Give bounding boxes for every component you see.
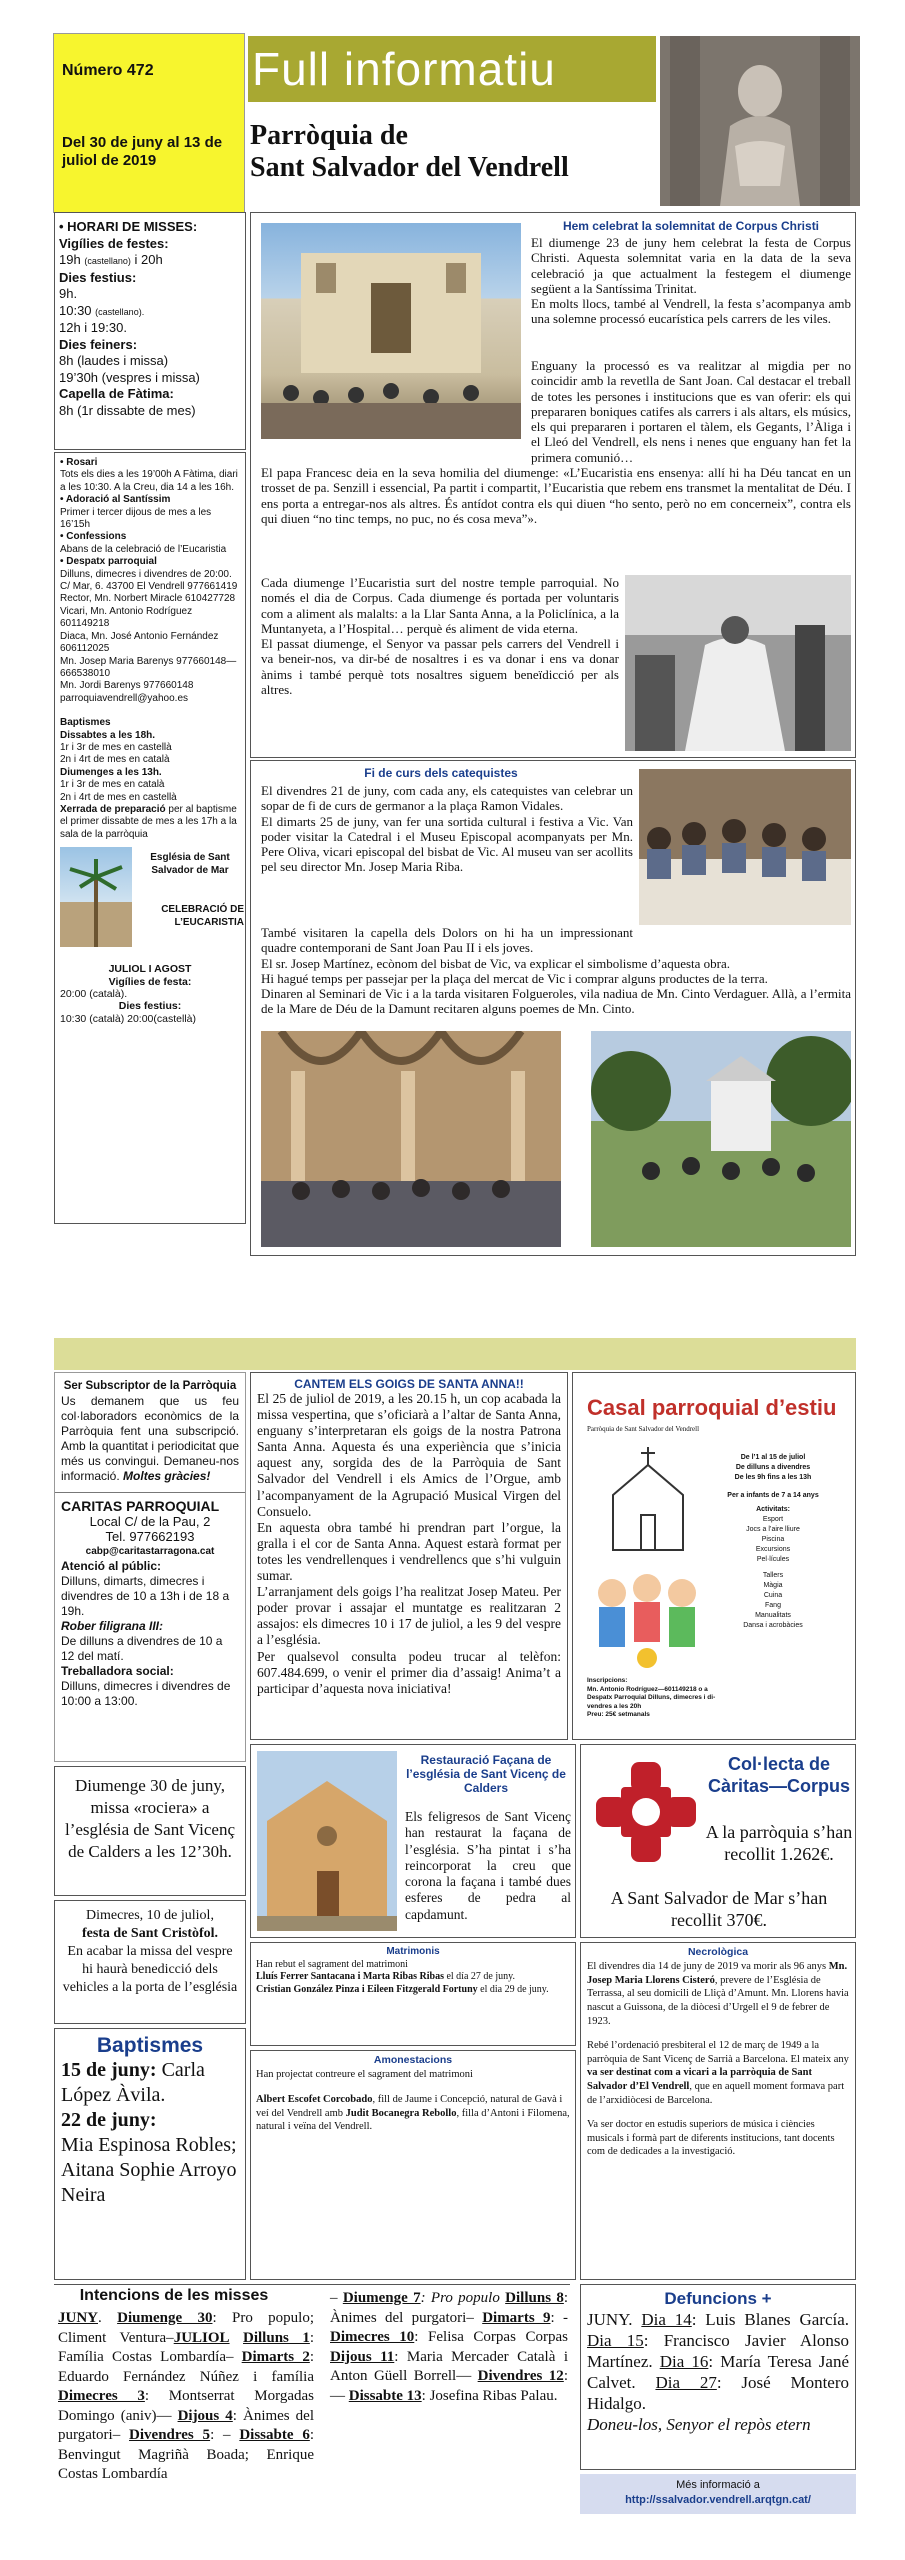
catequistes-p2: El dimarts 25 de juny, van fer una sortida cultural i festiva a Vic. Van poder visitar la Catedral i el Museu Episcopal acompanyats per Mn. Pere Oliva, vicari episcopal del bisbat de Vic. Al museu van ser acollits pel seu director Mn. Josep Maria Riba.	[261, 813, 633, 875]
capella-time: 8h (1r dissabte de mes)	[59, 402, 196, 418]
bapt-line-5: 1r i 3r de mes en català	[60, 779, 165, 791]
confessions-text: Abans de la celebració de l’Eucaristia	[60, 543, 227, 555]
intencions-section: Intencions de les misses JUNY. Diumenge 30: Pro populo; Climent Ventura–JULIOL Dilluns 1: Família Costas Lombardía– Dimarts 2: Eduardo Fernández Núñez i família Dimecres 3: Montserrat Morgadas Domingo (aniv)— Dijous 4: Ànimes del purgatori– Divendres 5: – Dissabte 6: Benvingut Magriñà Boada; Enrique Costas Lombardía – Diumenge 7: Pro populo Dilluns 8: Ànimes del purgatori– Dimarts 9: - Dimecres 10: Felisa Corpas Corpas Dijous 11: Maria Mercader Català i Anton Güell Borrell— Divendres 12: — Dissabte 13: Josefina Ribas Palau.	[54, 2284, 570, 2514]
cristofol-box	[54, 1900, 246, 2024]
necrologica-p3: Va ser doctor en estudis superiors de música i ciències musicals i formà part de diferents institucions, tant docents com de dedicades a la investigació.	[587, 2118, 835, 2158]
rosari-text: Tots els dies a les 19’00h A Fàtima, diari a les 10:30. A la Creu, dia 14 a les 16h.	[60, 469, 238, 493]
festius-time-1: 9h.	[59, 286, 78, 301]
subscriptor-box	[54, 1372, 246, 1762]
cristofol-text: En acabar la missa del vespre hi haurà benedicció dels vehicles a la porta de l’església	[62, 1944, 238, 1995]
smar-months: JULIOL I AGOST	[108, 963, 192, 976]
subscriptor-text: Us demanem que us feu col·laboradors econòmics de la Parròquia fent una subscripció. Amb la quantitat i periodicitat que més us convingui. Demaneu-nos informació.	[61, 1394, 239, 1483]
issue-dates: Del 30 de juny al 13 de juliol de 2019	[62, 134, 223, 169]
statue-photo	[660, 36, 860, 206]
casal-inscr-2: Mn. Antonio Rodríguez—601149218 o a	[587, 1685, 708, 1693]
casal-act: Pel·lícules	[756, 1556, 790, 1563]
intencio-day: Dimarts 9	[482, 2309, 551, 2326]
caritas-email[interactable]: cabp@caritastarragona.cat	[85, 1546, 215, 1557]
intencio-day: Divendres 12	[477, 2368, 564, 2384]
schedule-title: HORARI DE MISSES:	[67, 219, 198, 234]
goigs-p1: El 25 de juliol de 2019, a les 20.15 h, un cop acabada la missa vespertina, que s’oficiarà a l’altar de Santa Anna, enguany s’interpretaran els goigs de la nostra Patrona Santa Anna. Aquesta és una experiència que s’inicia aquest any, sorgida des de la Parròquia de Sant Salvador del Vendrell i els Amics de l’Orgue, amb l’acompanyament de la Agrupació Musical Virgen del Consuelo.	[257, 1391, 561, 1519]
corpus-p2: En molts llocs, també al Vendrell, la festa s’acompanya amb una solemne processó eucarística pels carrers de les viles.	[531, 296, 851, 327]
defuncions-month: JUNY	[587, 2310, 629, 2329]
casal-act: Esport	[762, 1516, 784, 1523]
intencio-text: : Ànimes del purgatori–	[58, 2407, 315, 2443]
cloister-photo	[261, 1031, 561, 1247]
parish-name	[250, 120, 660, 184]
casal-subtitle: Parròquia de Sant Salvador del Vendrell	[587, 1425, 700, 1433]
feiners-time-2: 19’30h (vespres i missa)	[59, 369, 200, 385]
cristofol-date: Dimecres, 10 de juliol,	[86, 1908, 214, 1923]
calders-church-photo	[257, 1751, 397, 1931]
amonestacions-box	[250, 2050, 576, 2280]
intencio-day: Dijous 11	[330, 2348, 395, 2365]
casal-act: Fang	[765, 1602, 781, 1609]
casal-box	[572, 1372, 856, 1740]
catequistes-article	[250, 760, 856, 1256]
subscriptor-thanks: Moltes gràcies!	[123, 1469, 211, 1483]
diaca-contact: Diaca, Mn. José Antonio Fernández 606112025	[60, 630, 219, 655]
intencio-text: : —	[330, 2368, 568, 2404]
intencio-text: : Felisa Corpas Corpas	[414, 2329, 568, 2345]
matrimoni-date-2: el dia 29 de juny.	[480, 1983, 549, 1995]
parish-line-2: Sant Salvador del Vendrell	[250, 152, 569, 183]
rosari-title: Rosari	[66, 457, 98, 468]
casal-act: Manualitats	[755, 1612, 791, 1619]
calders-box	[250, 1744, 576, 1938]
defuncions-title: Defuncions +	[664, 2289, 772, 2308]
bapt-date-1: 15 de juny:	[61, 2059, 157, 2081]
church-drawing	[593, 1445, 703, 1555]
footer-more: Més informació a	[676, 2479, 760, 2491]
atencio-label: Atenció al públic:	[61, 1559, 162, 1573]
corpus-p3: Enguany la processó es va realitzar al migdia per no coincidir amb la revetlla de Sant Joan. Cal destacar el treball de totes les persones i institucions que es van oferir: els qui prepararen boniques catifes als carrers i als altars, els músics, els qui prepararen i portaren el tàlem, els Gegants, l’Àliga i el Lleó del Vendrell, els nens i nenes que enguany han fet la primera comunió…	[531, 358, 851, 465]
intencio-text: : Montserrat Morgadas Domingo (aniv)—	[58, 2388, 314, 2424]
casal-inscr-4: vendres a les 20h	[587, 1702, 642, 1710]
intencio-day: Dilluns 1	[243, 2329, 310, 2346]
atencio-text: Dilluns, dimarts, dimecres i divendres de 10 a 13h i de 18 a 19h.	[61, 1574, 230, 1618]
casal-inscr-3: Despatx Parroquial Dilluns, dimecres i di-	[587, 1694, 716, 1701]
goigs-title: CANTEM ELS GOIGS DE SANTA ANNA!!	[294, 1377, 524, 1391]
casal-ages: Per a infants de 7 a 14 anys	[727, 1492, 819, 1499]
vigilies-time-b: i 20h	[134, 252, 163, 267]
bapt-line-6: 2n i 4rt de mes en castellà	[60, 791, 177, 803]
title-band	[248, 36, 656, 102]
defuncio-day: Dia 14	[641, 2310, 692, 2329]
catequistes-title: Fi de curs dels catequistes	[364, 766, 518, 780]
casal-act: Jocs a l’aire lliure	[746, 1526, 800, 1533]
feiners-time-1: 8h (laudes i missa)	[59, 353, 169, 368]
corpus-p5: Cada diumenge l’Eucaristia surt del nostre temple parroquial. No només el dia de Corpus. Cada diumenge és portada per voluntaris com a aliment als malalts: a la Llar Santa Anna, a la Policlínica, a la Muntanyeta, a l’Hospital… perquè és aliment de vida eterna.	[261, 575, 619, 636]
casal-act: Piscina	[761, 1536, 785, 1543]
goigs-box	[250, 1372, 568, 1740]
rociera-box	[54, 1766, 246, 1896]
casal-inscr-1: Inscripcions:	[587, 1677, 628, 1684]
hermitage-photo	[591, 1031, 851, 1247]
rector-contact: Rector, Mn. Norbert Miracle 610427728	[60, 593, 236, 605]
intencio-day: Divendres 5	[129, 2427, 211, 2443]
necrologica-box	[580, 1942, 856, 2280]
catequistes-p3: També visitaren la capella dels Dolors on hi ha un impressionant quadre contemporani de Sant Joan Pau II i els joves.	[261, 925, 633, 956]
priest-photo	[625, 575, 851, 751]
casal-dates-2: De dilluns a divendres	[735, 1464, 811, 1471]
casal-dates-1: De l’1 al 15 de juliol	[740, 1454, 806, 1461]
josep-contact: Mn. Josep Maria Barenys 977660148—666538010	[60, 655, 237, 679]
amonestacio-text-1: , fill de Jaume i Concepció, natural de Gavà i veí del Vendrell amb	[256, 2094, 563, 2119]
bapt-names-2: Mia Espinosa Robles; Aitana Sophie Arroyo Neira	[61, 2134, 237, 2206]
casal-act: Excursions	[755, 1546, 791, 1553]
issue-box	[53, 33, 245, 213]
festius-time-3: 12h i 19:30.	[59, 320, 127, 335]
necrologica-p2a: Rebé l’ordenació presbiteral el 12 de març de 1949 a la parròquia de Sant Vicenç de Sarrià a Barcelona. El mateix any	[587, 2039, 849, 2065]
footer-url[interactable]: http://ssalvador.vendrell.arqtgn.cat/	[625, 2494, 811, 2506]
jordi-contact: Mn. Jordi Barenys 977660148	[60, 680, 194, 692]
intencio-day: Dissabte 6	[239, 2427, 310, 2443]
festius-label: Dies festius:	[59, 269, 137, 285]
casal-dates-3: De les 9h fins a les 13h	[734, 1474, 812, 1481]
subscriptor-title: Ser Subscriptor de la Parròquia	[63, 1380, 237, 1392]
intencio-day: Diumenge 7	[342, 2290, 421, 2306]
rociera-text: Diumenge 30 de juny, missa «rociera» a l’església de Sant Vicenç de Calders a les 12’30h.	[64, 1776, 236, 1861]
smar-celebracio: CELEBRACIÓ DE L’EUCARISTIA	[161, 904, 244, 929]
intencio-text: : -	[550, 2309, 568, 2326]
treballadora-text: Dilluns, dimecres i divendres de 10:00 a 13:00.	[61, 1679, 231, 1708]
caritas-cross-icon	[591, 1757, 701, 1867]
defuncions-box: Defuncions + JUNY. Dia 14: Luis Blanes García. Dia 15: Francisco Javier Alonso Martínez. Dia 16: María Teresa Jané Calvet. Dia 27: José Montero Hidalgo. Doneu-los, Senyor el repòs etern	[580, 2284, 856, 2470]
feiners-label: Dies feiners:	[59, 336, 138, 352]
intencio-month: JULIOL	[173, 2329, 230, 2346]
catequistes-p5: Hi hagué temps per passejar per la plaça del mercat de Vic i comprar alguns productes de la terra.	[261, 970, 768, 986]
intencio-text: : Família Costas Lombardía–	[58, 2329, 315, 2365]
caritas-collection-line2: A Sant Salvador de Mar s’han recollit 370€.	[610, 1888, 828, 1930]
page2-band	[54, 1338, 856, 1370]
corpus-p6: El passat diumenge, el Senyor va passar pels carrers del Vendrell i va beneir-nos, va dir-bé de nosaltres i es va donar i ens va donar ànims i també perquè tots nosaltres siguem beneïdicció per als altres.	[261, 636, 619, 698]
capella-label: Capella de Fàtima:	[59, 386, 174, 401]
caritas-collection-line1: A la parròquia s’han recollit 1.262€.	[705, 1822, 853, 1864]
casal-act: Cuina	[763, 1592, 783, 1599]
amonestacio-name-1: Albert Escofet Corcobado	[256, 2094, 373, 2105]
vigilies-note: (castellano)	[84, 256, 131, 266]
intencio-text: : Eduardo Fernández Núñez i família	[58, 2349, 314, 2385]
dinner-photo	[639, 769, 851, 925]
amonestacions-intro: Han projectat contreure el sagrament del matrimoni	[256, 2068, 473, 2080]
matrimoni-couple-2: Cristian González Pinza i Eileen Fitzgerald Fortuny	[256, 1983, 478, 1995]
corpus-p4: El papa Francesc deia en la seva homilia del diumenge: «L’Eucaristia ens ensenya: allí hi ha Déu tancat en un trosset de pa. Senzill i essencial, Pa partit i compartit, l’Eucaristia que rebem ens transmet la mentalitat de Déu. I ens porta a entregar-nos als altres. És antídot contra els qui diuen “ho sento, però no em concerneix”, contra els qui diuen “no tinc temps, no puc, no és cosa meva”».	[261, 465, 851, 526]
catequistes-p6: Dinaren al Seminari de Vic i a la tarda visitaren Folgueroles, vila nadiua de Mn. Cinto Verdaguer. Allà, a l’ermita de la Mare de Déu de la Damunt recitaren alguns poemes de Mn. Cinto.	[261, 986, 851, 1017]
intencions-title: Intencions de les misses	[79, 2287, 269, 2304]
casal-title: Casal parroquial d’estiu	[587, 1395, 837, 1420]
parish-services: • Rosari Tots els dies a les 19’00h A Fàtima, diari a les 10:30. A la Creu, dia 14 a les 16h. • Adoració al Santíssim Primer i tercer dijous de mes a les 16’15h • Confessions Abans de la celebració de l’Eucaristia • Despatx parroquial Dilluns, dimecres i divendres de 20:00. C/ Mar, 6. 43700 El Vendrell 977661419 Rector, Mn. Norbert Miracle 610427728 Vicari, Mn. Antonio Rodríguez 601149218 Diaca, Mn. José Antonio Fernández 606112025 Mn. Josep Maria Barenys 977660148—666538010 Mn. Jordi Barenys 977660148 parroquiavendrell@yahoo.es Baptismes Dissabtes a les 18h. 1r i 3r de mes en castellà 2n i 4rt de mes en català Diumenges a les 13h. 1r i 3r de mes en català 2n i 4rt de mes en castellà Xerrada de preparació per al baptisme el primer dissabte de mes a les 17h a la sala de la parròquia Església de Sant Salvador de Mar CELEBRACIÓ DE L’EUCARISTIA JULIOL I AGOST Vigílies de festa: 20:00 (català). Dies festius: 10:30 (català) 20:00(castellà)	[54, 452, 246, 1224]
defuncio-name: : María Teresa Jané Calvet.	[587, 2352, 850, 2392]
calders-title: Restauració Façana de l’església de Sant Vicenç de Calders	[406, 1753, 566, 1795]
caritas-tel: Tel. 977662193	[105, 1529, 195, 1544]
intencio-text: : –	[210, 2427, 240, 2443]
intencio-day: Dimarts 2	[241, 2349, 310, 2365]
intencio-day: Diumenge 30	[117, 2310, 213, 2326]
caritas-title: CARITAS PARROQUIAL	[61, 1498, 220, 1514]
parish-address: C/ Mar, 6. 43700 El Vendrell 977661419	[60, 581, 238, 593]
smar-title: Església de Sant Salvador de Mar	[150, 852, 230, 877]
matrimoni-date-1: el día 27 de juny.	[446, 1971, 515, 1982]
treballadora-label: Treballadora social:	[61, 1664, 174, 1678]
kids-drawing	[587, 1563, 707, 1673]
necrologica-p2c: , que en aquell moment formava part de l’arxidiòcesi de Barcelona.	[587, 2081, 845, 2106]
festius-time-2: 10:30	[59, 302, 92, 318]
parish-line-1: Parròquia de	[250, 120, 408, 151]
smar-festius: Dies festius:	[118, 1000, 182, 1013]
palm-photo	[60, 847, 132, 947]
matrimonis-intro: Han rebut el sagrament del matrimoni	[256, 1958, 408, 1970]
adoracio-title: Adoració al Santíssim	[65, 494, 171, 506]
intencio-month: JUNY	[58, 2310, 98, 2326]
parish-email[interactable]: parroquiavendrell@yahoo.es	[60, 692, 189, 704]
confessions-title: Confessions	[66, 531, 127, 543]
casal-act: Tallers	[762, 1572, 784, 1579]
issue-number: Número 472	[62, 62, 154, 79]
defuncio-day: Dia 27	[655, 2373, 717, 2392]
vigilies-label: Vigílies de festes:	[59, 235, 169, 251]
baptismes-title: Baptismes	[60, 717, 111, 729]
necrologica-name: Mn. Josep Maria Llorens Cisteró	[587, 1960, 848, 1986]
goigs-p2: En aquesta obra també hi prendran part l’orgue, la gralla i el cor de Santa Anna. Aquest estarà format per totes les vendrellenques i vendrellencs que s’hi vulguin sumar.	[257, 1519, 561, 1584]
goigs-p4: Per qualsevol consulta podeu trucar al telèfon: 607.484.699, o venir el primer dia d’assaig! Anima’t a participar d’aquesta nova iniciativa!	[257, 1648, 561, 1696]
catequistes-p1: El divendres 21 de juny, com cada any, els catequistes van celebrar un sopar de fi de curs de germanor a la plaça Ramon Vidales.	[261, 783, 633, 814]
festius-note: (castellano).	[95, 306, 145, 317]
xerrada-title: Xerrada de preparació	[60, 803, 166, 815]
matrimonis-box	[250, 1942, 576, 2046]
corpus-article	[250, 212, 856, 758]
intencio-day: Dimecres 10	[330, 2329, 415, 2345]
defuncio-day: Dia 16	[659, 2352, 709, 2371]
bapt-line-4: Diumenges a les 13h.	[60, 766, 162, 778]
footer-info	[580, 2474, 856, 2514]
intencio-text: : Maria Mercader Català i Anton Güell Borrell—	[330, 2348, 568, 2384]
adoracio-text: Primer i tercer dijous de mes a les 16’15h	[60, 506, 212, 531]
smar-festius-time: 10:30 (català) 20:00(castellà)	[60, 1012, 196, 1025]
rober-label: Rober filigrana III:	[61, 1619, 164, 1633]
catequistes-p4: El sr. Josep Martínez, ecònom del bisbat de Vic, va explicar el simbolisme d’aquesta obra.	[261, 955, 731, 971]
calders-text: Els feligresos de Sant Vicenç han restaurat la façana de l’església. S’ha pintat i s’ha reincorporat la creu que corona la façana i també dues esferes de pedra al capdamunt.	[405, 1809, 571, 1922]
bapt-line-1: Dissabtes a les 18h.	[60, 729, 156, 741]
defuncio-name: : José Montero Hidalgo.	[587, 2373, 850, 2413]
intencio-day: Dimecres 3	[58, 2388, 145, 2404]
smar-vigilies-time: 20:00 (català).	[60, 988, 128, 1000]
caritas-collection-box	[580, 1744, 856, 1938]
amonestacio-name-2: Judit Bocanegra Rebollo	[345, 2107, 457, 2119]
bulletin-title: Full informatiu	[252, 43, 556, 95]
casal-act: Dansa i acrobàcies	[743, 1622, 803, 1629]
amonestacions-title: Amonestacions	[373, 2054, 453, 2066]
defuncio-name: : Luis Blanes García.	[691, 2310, 850, 2329]
despatx-title: Despatx parroquial	[66, 556, 157, 568]
matrimoni-couple-1: Lluís Ferrer Santacana i Marta Ribas Ribas	[256, 1971, 444, 1982]
caritas-address: Local C/ de la Pau, 2	[89, 1514, 211, 1529]
casal-acts-title: Activitats:	[756, 1506, 790, 1513]
xerrada-text: per al baptisme el primer dissabte de mes a les 17h a la sala de la parròquia	[60, 803, 237, 840]
matrimonis-title: Matrimonis	[386, 1946, 440, 1957]
bapt-names-1: Carla López Àvila.	[61, 2059, 205, 2106]
rober-text: De dilluns a divendres de 10 a 12 del matí.	[61, 1634, 223, 1663]
intencio-day: Dijous 4	[177, 2407, 233, 2424]
amonestacio-text-2: , filla d’Antoni i Filomena, natural i veïna del Vendrell.	[256, 2107, 570, 2132]
necrologica-p1c: , prevere de l’Església de Terrassa, al seu domicili de Lliçà d’Amunt. Mn. Llorens havia nascut a Guissona, de la diòcesi d’Urgell el 9 de febrer de 1923.	[587, 1974, 849, 2027]
vicari-contact: Vicari, Mn. Antonio Rodríguez 601149218	[60, 605, 193, 630]
casal-inscr-5: Preu: 25€ setmanals	[587, 1711, 650, 1718]
necrologica-p2b: va ser destinat com a vicari a la parròquia de Sant Salvador d’El Vendrell	[587, 2067, 812, 2093]
defuncio-name: : Francisco Javier Alonso Martínez.	[587, 2331, 849, 2371]
caritas-collection-title: Col·lecta de Càritas—Corpus	[707, 1754, 851, 1796]
baptismes-heading: Baptismes	[96, 2034, 204, 2057]
intencio-day: Dilluns 8	[505, 2290, 564, 2306]
intencio-text: : Pro populo	[420, 2290, 506, 2306]
defuncions-closing: Doneu-los, Senyor el repòs etern	[587, 2415, 811, 2434]
bapt-line-2: 1r i 3r de mes en castellà	[60, 741, 172, 753]
intencio-text: : Josefina Ribas Palau.	[421, 2387, 558, 2404]
baptismes-box	[54, 2028, 246, 2280]
intencio-text: : Pro populo; Climent Ventura–	[58, 2310, 315, 2346]
intencio-text: : Benvingut Magriñà Boada; Enrique Costas Lombardía	[58, 2427, 314, 2482]
cristofol-title: festa de Sant Cristòfol.	[81, 1926, 219, 1941]
despatx-text: Dilluns, dimecres i divendres de 20:00.	[60, 568, 232, 580]
goigs-p3: L’arranjament dels goigs l’ha realitzat Josep Mateu. Per poder provar i assajar el muntatge es realitzaran 2 assajos: els dimecres 10 i 17 de juliol, a les 9 del vespre a l’església.	[257, 1584, 561, 1648]
mass-schedule: • HORARI DE MISSES: Vigílies de festes: 19h (castellano) i 20h Dies festius: 9h. 10:30 (castellano). 12h i 19:30. Dies feiners: 8h (laudes i missa) 19’30h (vespres i missa) Capella de Fàtima: 8h (1r dissabte de mes)	[54, 212, 246, 450]
bapt-date-2: 22 de juny:	[61, 2109, 157, 2131]
vigilies-time-a: 19h	[59, 252, 81, 267]
corpus-p1: El diumenge 23 de juny hem celebrat la festa de Corpus Christi. Aquesta solemnitat varia en la data de la seva celebració ja que actualment la festegem el diumenge següent a la Santíssima Trinitat.	[531, 235, 851, 296]
defuncio-day: Dia 15	[587, 2331, 644, 2350]
smar-vigilies: Vigílies de festa:	[108, 975, 192, 988]
necrologica-p1a: El divendres dia 14 de juny de 2019 va morir als 96 anys	[587, 1960, 827, 1972]
necrologica-title: Necrològica	[687, 1946, 749, 1958]
casal-act: Màgia	[763, 1582, 783, 1589]
corpus-title: Hem celebrat la solemnitat de Corpus Christi	[562, 219, 820, 233]
intencio-day: Dissabte 13	[348, 2387, 422, 2404]
bapt-line-3: 2n i 4rt de mes en català	[60, 754, 170, 766]
intencio-text: : Ànimes del purgatori–	[330, 2290, 569, 2326]
